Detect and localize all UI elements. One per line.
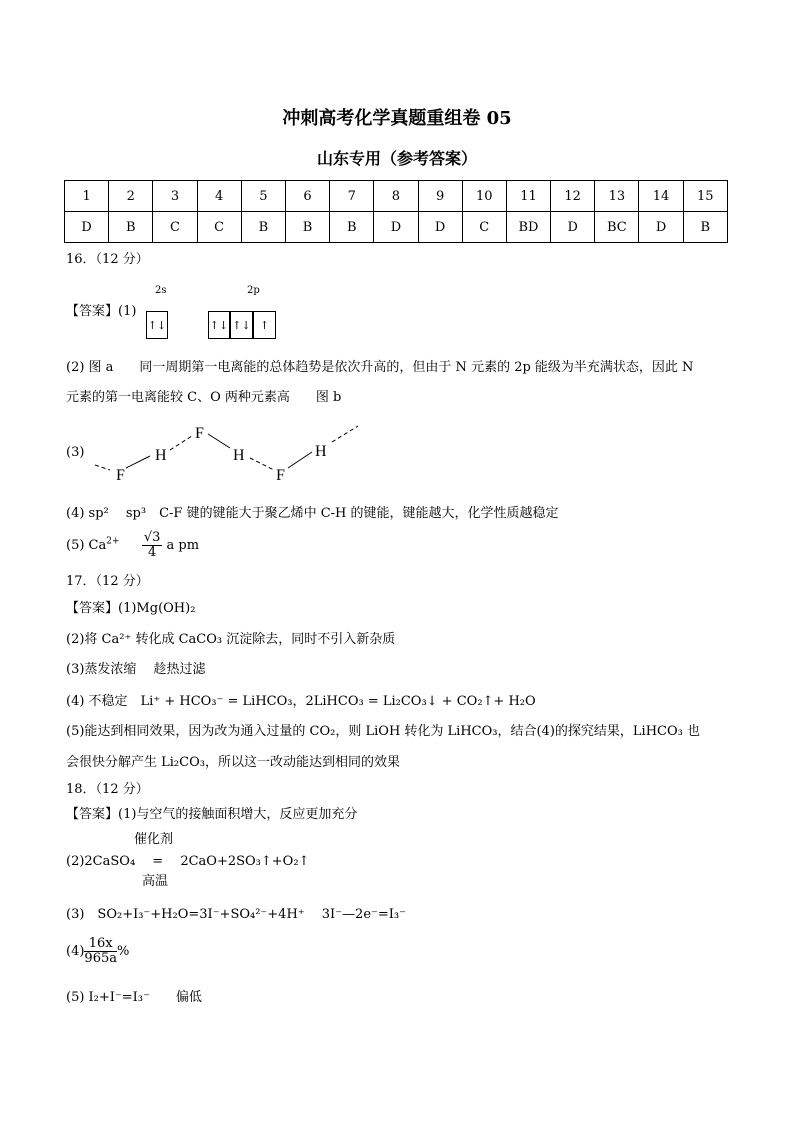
q16-answer-tag: 【答案】(1): [66, 304, 137, 319]
answer-cell: B: [330, 212, 374, 243]
bond-dash-right: [332, 426, 358, 442]
answer-cell: B: [109, 212, 153, 243]
q16-p3-label: (3): [66, 445, 85, 460]
q18-header: 18．（12 分）: [66, 782, 149, 797]
q18-p4-fraction: $\frac{16x}{965a}$: [84, 936, 117, 966]
answer-cell: D: [374, 212, 418, 243]
bond-dash-left: [95, 465, 110, 470]
q17-p5-line2: 会很快分解产生 Li₂CO₃，所以这一改动能达到相同的效果: [66, 755, 400, 770]
orbital-2p-label: 2p: [247, 285, 260, 296]
q18-p2-catalyst: 催化剂: [134, 832, 174, 847]
q17-p5-line1: (5)能达到相同效果，因为改为通入过量的 CO₂，则 LiOH 转化为 LiHCO₃，结合(4)的探究结果，LiHCO₃ 也: [66, 724, 700, 739]
chain-atom-h1: H: [155, 447, 167, 464]
answer-cell: BD: [506, 212, 550, 243]
orbital-2p-box-3: ↑: [253, 311, 276, 339]
question-number-cell: 12: [551, 181, 595, 212]
orbital-2s-box: ↑↓: [146, 311, 168, 339]
answer-cell: B: [285, 212, 329, 243]
chain-atom-f1: F: [116, 467, 125, 484]
q18-p2-condition: 高温: [142, 874, 169, 889]
answer-cell: BC: [595, 212, 639, 243]
question-number-cell: 3: [153, 181, 197, 212]
answer-cell: D: [551, 212, 595, 243]
question-number-cell: 13: [595, 181, 639, 212]
orbital-2p-box-2: ↑↓: [230, 311, 253, 339]
chain-atom-f2: F: [195, 425, 204, 442]
question-number-cell: 6: [285, 181, 329, 212]
answer-table-number-row: [65, 181, 728, 212]
q18-p2: (2)2CaSO₄ = 2CaO+2SO₃↑+O₂↑: [66, 854, 310, 869]
q16-header: 16．（12 分）: [66, 252, 149, 267]
question-number-cell: 11: [506, 181, 550, 212]
answer-cell: C: [197, 212, 241, 243]
answer-table: [64, 180, 728, 243]
bond-f3-h3: [288, 452, 312, 468]
q18-p1: 【答案】(1)与空气的接触面积增大，反应更加充分: [66, 807, 358, 822]
answer-cell: C: [153, 212, 197, 243]
answer-cell: D: [639, 212, 683, 243]
hbond-h2-f3: [250, 458, 274, 470]
q16-p5: (5) $Ca^{2+}$ $\frac{√3}{4}$ a pm: [66, 530, 200, 560]
question-number-cell: 14: [639, 181, 683, 212]
chain-atom-h3: H: [315, 443, 327, 460]
answer-cell: C: [462, 212, 506, 243]
question-number-cell: 8: [374, 181, 418, 212]
hbond-h1-f2: [170, 436, 192, 450]
q17-p4: (4) 不稳定 Li⁺ + HCO₃⁻ = LiHCO₃，2LiHCO₃ = Li₂CO₃↓ + CO₂↑+ H₂O: [66, 694, 536, 709]
q18-p3: (3) SO₂+I₃⁻+H₂O=3I⁻+SO₄²⁻+4H⁺ 3I⁻—2e⁻=I₃⁻: [66, 907, 406, 922]
q16-p4: (4) sp² sp³ C-F 键的键能大于聚乙烯中 C-H 的键能，键能越大，化学性质越稳定: [66, 506, 559, 521]
answer-cell: D: [65, 212, 109, 243]
answer-table-answer-row: [65, 212, 728, 243]
question-number-cell: 4: [197, 181, 241, 212]
orbital-2s-label: 2s: [155, 285, 167, 296]
question-number-cell: 15: [683, 181, 727, 212]
q18-p4: (4) $\frac{16x}{965a}$ %: [66, 936, 130, 966]
answer-cell: B: [683, 212, 727, 243]
page-title: 冲刺高考化学真题重组卷 05: [282, 108, 512, 129]
question-number-cell: 5: [241, 181, 285, 212]
q16-p2-line1: (2) 图 a 同一周期第一电离能的总体趋势是依次升高的，但由于 N 元素的 2p 能级为半充满状态，因此 N: [66, 360, 694, 375]
q18-p5: (5) I₂+I⁻=I₃⁻ 偏低: [66, 990, 202, 1005]
answer-cell: B: [241, 212, 285, 243]
q17-p1: 【答案】(1)Mg(OH)₂: [66, 601, 196, 616]
q16-p2-line2: 元素的第一电离能较 C、O 两种元素高 图 b: [66, 390, 342, 405]
question-number-cell: 9: [418, 181, 462, 212]
question-number-cell: 10: [462, 181, 506, 212]
chain-atom-h2: H: [233, 447, 245, 464]
question-number-cell: 2: [109, 181, 153, 212]
q17-header: 17．（12 分）: [66, 574, 149, 589]
bond-f2-h2: [208, 434, 230, 448]
q17-p3: (3)蒸发浓缩 趁热过滤: [66, 662, 206, 677]
orbital-2p-box-1: ↑↓: [208, 311, 230, 339]
hydrogen-bond-chain-diagram: [90, 418, 370, 488]
question-number-cell: 1: [65, 181, 109, 212]
answer-cell: D: [418, 212, 462, 243]
chain-atom-f3: F: [276, 467, 285, 484]
q16-p5-fraction: $\frac{√3}{4}$: [143, 530, 161, 560]
page-subtitle: 山东专用（参考答案）: [316, 149, 477, 168]
question-number-cell: 7: [330, 181, 374, 212]
bond-f1-h1: [126, 456, 150, 468]
q17-p2: (2)将 Ca²⁺ 转化成 CaCO₃ 沉淀除去，同时不引入新杂质: [66, 632, 396, 647]
